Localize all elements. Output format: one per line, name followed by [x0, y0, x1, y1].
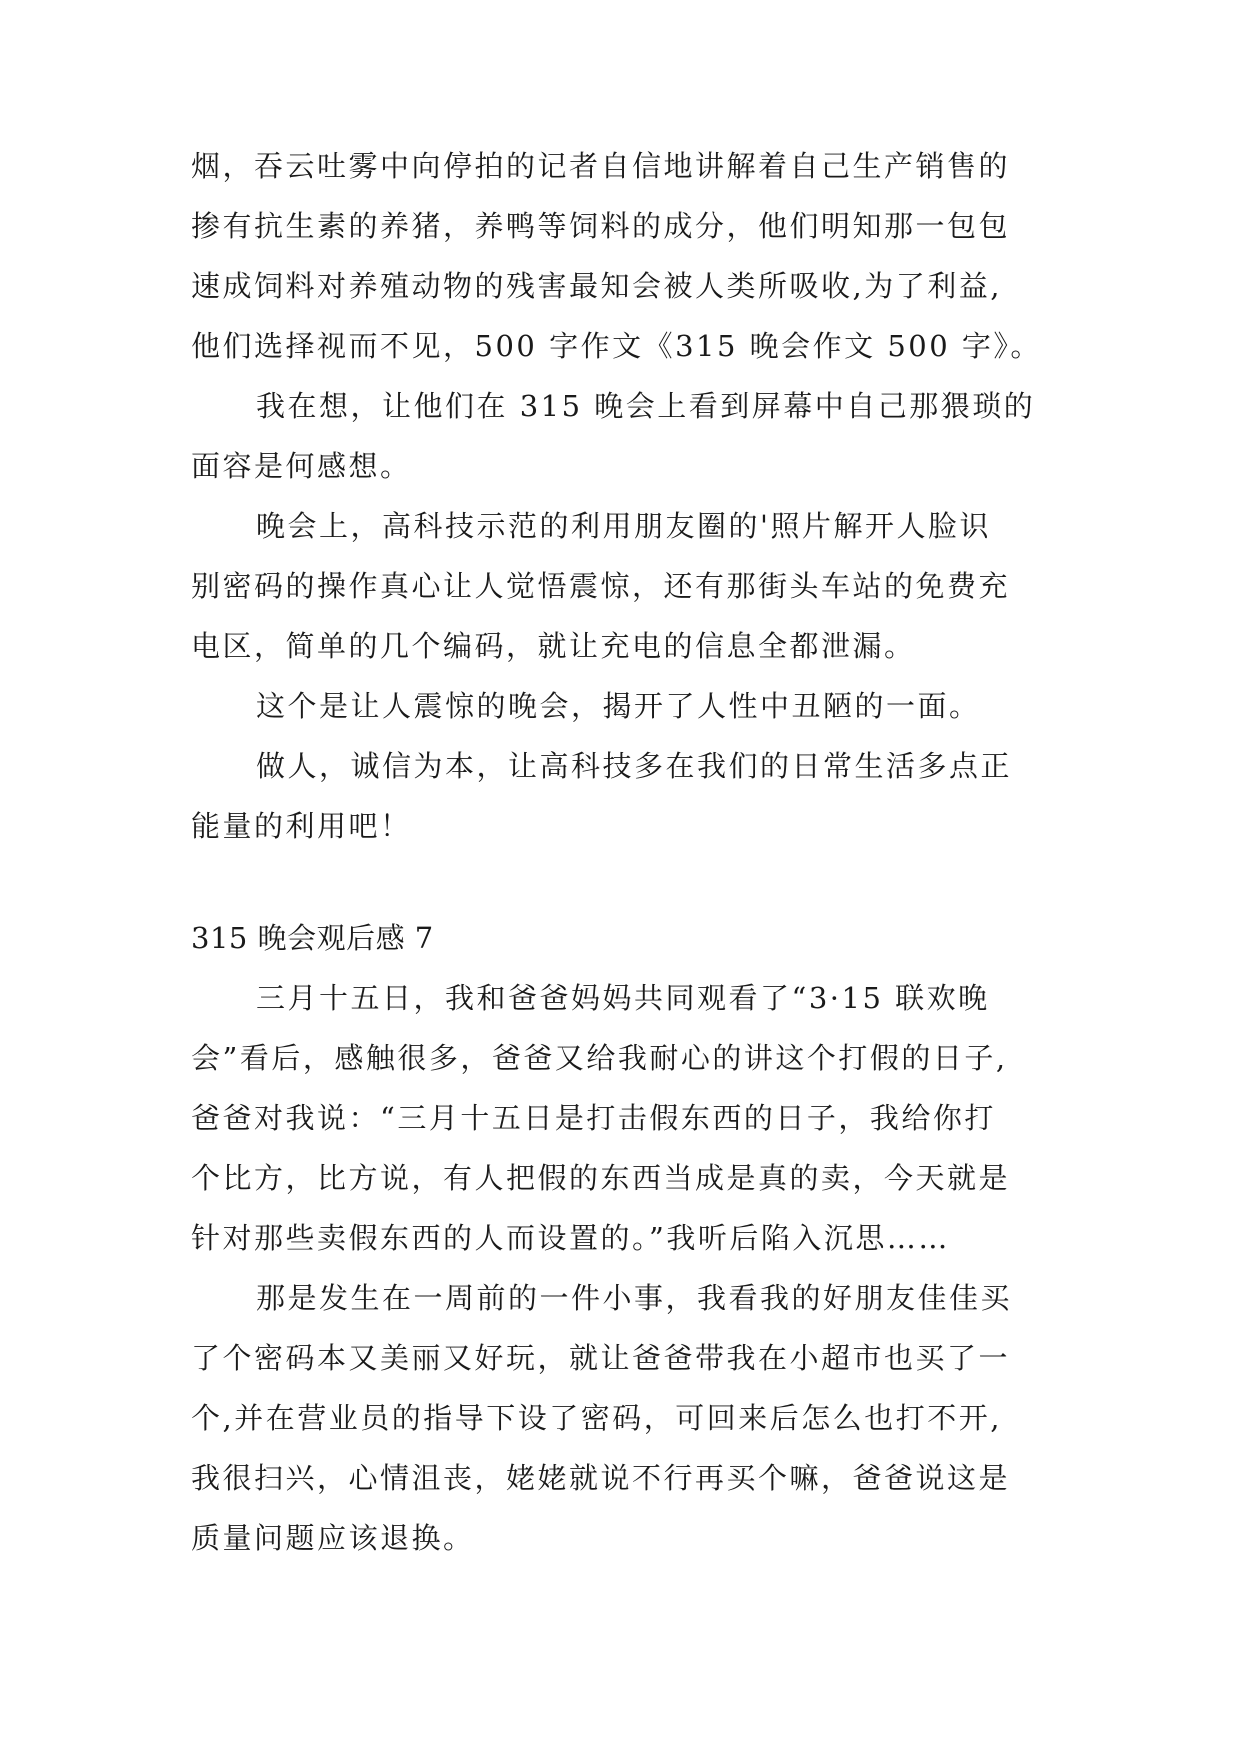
- paragraph-line: 个,并在营业员的指导下设了密码，可回来后怎么也打不开,: [191, 1401, 1002, 1435]
- paragraph-line: 我很扫兴，心情沮丧，姥姥就说不行再买个嘛，爸爸说这是: [191, 1461, 1011, 1495]
- paragraph-line: 能量的利用吧！: [191, 809, 412, 843]
- paragraph-line: 针对那些卖假东西的人而设置的。”我听后陷入沉思……: [191, 1221, 950, 1255]
- paragraph-line: 他们选择视而不见，500 字作文《315 晚会作文 500 字》。: [191, 329, 1042, 363]
- paragraph-line: 掺有抗生素的养猪，养鸭等饲料的成分，他们明知那一包包: [191, 209, 1011, 243]
- paragraph-line: 这个是让人震惊的晚会，揭开了人性中丑陋的一面。: [256, 689, 981, 723]
- paragraph-line: 晚会上，高科技示范的利用朋友圈的'照片解开人脸识: [256, 509, 991, 543]
- section-heading: 315 晚会观后感 7: [191, 921, 434, 955]
- paragraph-line: 质量问题应该退换。: [191, 1521, 475, 1555]
- paragraph-line: 别密码的操作真心让人觉悟震惊，还有那街头车站的免费充: [191, 569, 1011, 603]
- paragraph-line: 面容是何感想。: [191, 449, 412, 483]
- paragraph-line: 了个密码本又美丽又好玩，就让爸爸带我在小超市也买了一: [191, 1341, 1011, 1375]
- paragraph-line: 会”看后，感触很多，爸爸又给我耐心的讲这个打假的日子,: [191, 1041, 1008, 1075]
- paragraph-line: 爸爸对我说：“三月十五日是打击假东西的日子，我给你打: [191, 1101, 996, 1135]
- paragraph-line: 我在想，让他们在 315 晚会上看到屏幕中自己那猥琐的: [256, 389, 1036, 423]
- paragraph-line: 电区，简单的几个编码，就让充电的信息全都泄漏。: [191, 629, 916, 663]
- paragraph-line: 做人，诚信为本，让高科技多在我们的日常生活多点正: [256, 749, 1013, 783]
- paragraph-line: 三月十五日，我和爸爸妈妈共同观看了“3·15 联欢晚: [256, 981, 990, 1015]
- paragraph-line: 那是发生在一周前的一件小事，我看我的好朋友佳佳买: [256, 1281, 1013, 1315]
- paragraph-line: 烟，吞云吐雾中向停拍的记者自信地讲解着自己生产销售的: [191, 149, 1011, 183]
- paragraph-line: 个比方，比方说，有人把假的东西当成是真的卖，今天就是: [191, 1161, 1011, 1195]
- paragraph-line: 速成饲料对养殖动物的残害最知会被人类所吸收,为了利益,: [191, 269, 1002, 303]
